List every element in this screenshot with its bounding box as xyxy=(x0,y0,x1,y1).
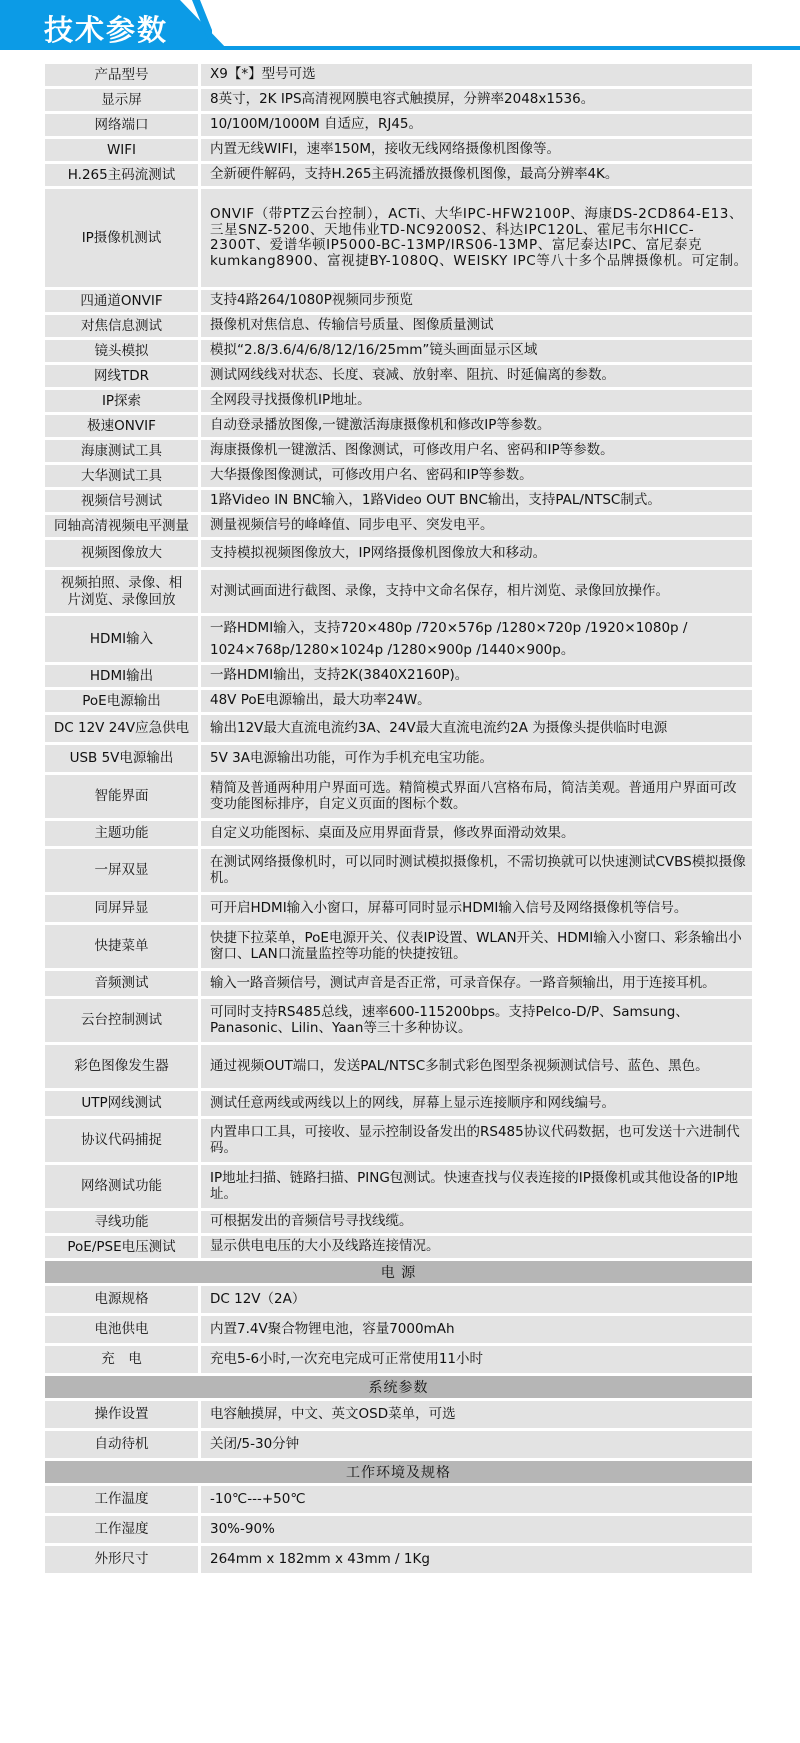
spec-row xyxy=(45,999,752,1042)
spec-label: 工作温度 xyxy=(45,1486,198,1513)
spec-row xyxy=(45,1119,752,1162)
spec-table xyxy=(45,64,752,1573)
spec-value: 摄像机对焦信息、传输信号质量、图像质量测试 xyxy=(201,315,752,337)
spec-row xyxy=(45,1045,752,1088)
spec-value: 内置7.4V聚合物锂电池，容量7000mAh xyxy=(201,1316,752,1343)
spec-value: 支持4路264/1080P视频同步预览 xyxy=(201,290,752,312)
spec-row xyxy=(45,490,752,512)
spec-label: 协议代码捕捉 xyxy=(45,1119,198,1162)
spec-value: ONVIF（带PTZ云台控制），ACTi、大华IPC-HFW2100P、海康DS-2CD864-E13、三星SNZ-5200、天地伟业TD-NC9200S2、科达IPC120L、霍尼韦尔HICC-2300T、爱谱华顿IP5000-BC-13MP/IRS06-13MP、富尼泰达IPC、富尼泰克kumkang8900、富视捷BY-1080Q、WEISKY IPC等八十多个品牌摄像机。可定制。 xyxy=(201,189,752,287)
spec-value: 5V 3A电源输出功能，可作为手机充电宝功能。 xyxy=(201,745,752,772)
spec-row xyxy=(45,64,752,86)
spec-row xyxy=(45,849,752,892)
spec-label: 音频测试 xyxy=(45,971,198,996)
spec-value: 关闭/5-30分钟 xyxy=(201,1431,752,1458)
spec-label: 智能界面 xyxy=(45,775,198,818)
spec-label: 外形尺寸 xyxy=(45,1546,198,1573)
spec-label: 充 电 xyxy=(45,1346,198,1373)
spec-label: 海康测试工具 xyxy=(45,440,198,462)
spec-row xyxy=(45,745,752,772)
spec-row xyxy=(45,690,752,712)
page-header xyxy=(0,0,800,54)
spec-value: 大华摄像图像测试，可修改用户名、密码和IP等参数。 xyxy=(201,465,752,487)
spec-row xyxy=(45,1431,752,1458)
spec-value: 输出12V最大直流电流约3A、24V最大直流电流约2A 为摄像头提供临时电源 xyxy=(201,715,752,742)
spec-label: WIFI xyxy=(45,139,198,161)
spec-row xyxy=(45,1546,752,1573)
spec-label: 一屏双显 xyxy=(45,849,198,892)
spec-value: IP地址扫描、链路扫描、PING包测试。快速查找与仪表连接的IP摄像机或其他设备的IP地址。 xyxy=(201,1165,752,1208)
spec-value: DC 12V（2A） xyxy=(201,1286,752,1313)
section-heading-system: 系统参数 xyxy=(45,1376,752,1398)
spec-value: 海康摄像机一键激活、图像测试，可修改用户名、密码和IP等参数。 xyxy=(201,440,752,462)
spec-value: 可同时支持RS485总线，速率600-115200bps。支持Pelco-D/P、Samsung、Panasonic、Lilin、Yaan等三十多种协议。 xyxy=(201,999,752,1042)
spec-label: 极速ONVIF xyxy=(45,415,198,437)
spec-value: 10/100M/1000M 自适应，RJ45。 xyxy=(201,114,752,136)
spec-row xyxy=(45,89,752,111)
spec-label: 四通道ONVIF xyxy=(45,290,198,312)
spec-label: 电源规格 xyxy=(45,1286,198,1313)
spec-row xyxy=(45,365,752,387)
spec-label: IP探索 xyxy=(45,390,198,412)
spec-label: 显示屏 xyxy=(45,89,198,111)
spec-label: 操作设置 xyxy=(45,1401,198,1428)
spec-label: 同屏异显 xyxy=(45,895,198,922)
spec-label: 对焦信息测试 xyxy=(45,315,198,337)
spec-row xyxy=(45,515,752,537)
spec-label: 寻线功能 xyxy=(45,1211,198,1233)
spec-value: 快捷下拉菜单，PoE电源开关、仪表IP设置、WLAN开关、HDMI输入小窗口、彩条输出小窗口、LAN口流量监控等功能的快捷按钮。 xyxy=(201,925,752,968)
spec-row xyxy=(45,1401,752,1428)
spec-value: 48V PoE电源输出，最大功率24W。 xyxy=(201,690,752,712)
spec-value: 内置串口工具，可接收、显示控制设备发出的RS485协议代码数据，也可发送十六进制代码。 xyxy=(201,1119,752,1162)
spec-value: 在测试网络摄像机时，可以同时测试模拟摄像机，不需切换就可以快速测试CVBS模拟摄像机。 xyxy=(201,849,752,892)
spec-value: 264mm x 182mm x 43mm / 1Kg xyxy=(201,1546,752,1573)
spec-label: 视频信号测试 xyxy=(45,490,198,512)
spec-value: 精简及普通两种用户界面可选。精简模式界面八宫格布局，简洁美观。普通用户界面可改变功能图标排序，自定义页面的图标个数。 xyxy=(201,775,752,818)
spec-value: X9【*】型号可选 xyxy=(201,64,752,86)
spec-label: 快捷菜单 xyxy=(45,925,198,968)
spec-label: PoE电源输出 xyxy=(45,690,198,712)
spec-row xyxy=(45,415,752,437)
spec-label: DC 12V 24V应急供电 xyxy=(45,715,198,742)
spec-row xyxy=(45,139,752,161)
spec-value: 可根据发出的音频信号寻找线缆。 xyxy=(201,1211,752,1233)
spec-row xyxy=(45,1211,752,1233)
spec-label: 云台控制测试 xyxy=(45,999,198,1042)
spec-value: 显示供电电压的大小及线路连接情况。 xyxy=(201,1236,752,1258)
spec-value: 通过视频OUT端口，发送PAL/NTSC多制式彩色图型条视频测试信号、蓝色、黑色。 xyxy=(201,1045,752,1088)
spec-value: 支持模拟视频图像放大，IP网络摄像机图像放大和移动。 xyxy=(201,540,752,567)
spec-value: 一路HDMI输入，支持720×480p /720×576p /1280×720p /1920×1080p / 1024×768p/1280×1024p /1280×900p /1440×900p。 xyxy=(201,616,752,662)
spec-row xyxy=(45,616,752,662)
spec-row xyxy=(45,1236,752,1258)
spec-row xyxy=(45,1165,752,1208)
spec-row xyxy=(45,1346,752,1373)
spec-label: 电池供电 xyxy=(45,1316,198,1343)
spec-row xyxy=(45,1316,752,1343)
spec-value: 测量视频信号的峰峰值、同步电平、突发电平。 xyxy=(201,515,752,537)
spec-row xyxy=(45,290,752,312)
spec-value: 8英寸，2K IPS高清视网膜电容式触摸屏，分辨率2048x1536。 xyxy=(201,89,752,111)
spec-value: 自定义功能图标、桌面及应用界面背景，修改界面滑动效果。 xyxy=(201,821,752,846)
spec-row xyxy=(45,665,752,687)
spec-row xyxy=(45,715,752,742)
spec-value: 可开启HDMI输入小窗口，屏幕可同时显示HDMI输入信号及网络摄像机等信号。 xyxy=(201,895,752,922)
spec-label: 网络端口 xyxy=(45,114,198,136)
spec-value: 测试网线线对状态、长度、衰减、放射率、阻抗、时延偏离的参数。 xyxy=(201,365,752,387)
spec-row xyxy=(45,114,752,136)
spec-label: UTP网线测试 xyxy=(45,1091,198,1116)
spec-value: 测试任意两线或两线以上的网线，屏幕上显示连接顺序和网线编号。 xyxy=(201,1091,752,1116)
spec-label: PoE/PSE电压测试 xyxy=(45,1236,198,1258)
spec-row xyxy=(45,775,752,818)
spec-row xyxy=(45,1286,752,1313)
spec-row xyxy=(45,540,752,567)
spec-value: 全新硬件解码，支持H.265主码流播放摄像机图像，最高分辨率4K。 xyxy=(201,164,752,186)
spec-label: 视频图像放大 xyxy=(45,540,198,567)
spec-value: 充电5-6小时,一次充电完成可正常使用11小时 xyxy=(201,1346,752,1373)
spec-row xyxy=(45,390,752,412)
spec-value: 输入一路音频信号，测试声音是否正常，可录音保存。一路音频输出，用于连接耳机。 xyxy=(201,971,752,996)
spec-value: 全网段寻找摄像机IP地址。 xyxy=(201,390,752,412)
spec-value: 模拟“2.8/3.6/4/6/8/12/16/25mm”镜头画面显示区域 xyxy=(201,340,752,362)
section-heading-environment: 工作环境及规格 xyxy=(45,1461,752,1483)
section-heading-power: 电 源 xyxy=(45,1261,752,1283)
page-title: 技术参数 xyxy=(44,13,169,47)
spec-value: 自动登录播放图像,一键激活海康摄像机和修改IP等参数。 xyxy=(201,415,752,437)
spec-row xyxy=(45,315,752,337)
spec-label: H.265主码流测试 xyxy=(45,164,198,186)
spec-label: IP摄像机测试 xyxy=(45,189,198,287)
spec-row xyxy=(45,189,752,287)
spec-row xyxy=(45,1516,752,1543)
spec-value: 电容触摸屏，中文、英文OSD菜单，可选 xyxy=(201,1401,752,1428)
spec-label: HDMI输入 xyxy=(45,616,198,662)
spec-row xyxy=(45,925,752,968)
spec-value: -10℃---+50℃ xyxy=(201,1486,752,1513)
spec-label: 网络测试功能 xyxy=(45,1165,198,1208)
spec-label: 彩色图像发生器 xyxy=(45,1045,198,1088)
spec-value: 内置无线WIFI，速率150M，接收无线网络摄像机图像等。 xyxy=(201,139,752,161)
spec-row xyxy=(45,440,752,462)
spec-row xyxy=(45,1091,752,1116)
spec-row xyxy=(45,465,752,487)
spec-label: 网线TDR xyxy=(45,365,198,387)
spec-value: 30%-90% xyxy=(201,1516,752,1543)
spec-label: 主题功能 xyxy=(45,821,198,846)
spec-label: 大华测试工具 xyxy=(45,465,198,487)
spec-label: 自动待机 xyxy=(45,1431,198,1458)
spec-label: 产品型号 xyxy=(45,64,198,86)
spec-label: 视频拍照、录像、相片浏览、录像回放 xyxy=(45,570,198,613)
spec-row xyxy=(45,821,752,846)
spec-value: 对测试画面进行截图、录像，支持中文命名保存，相片浏览、录像回放操作。 xyxy=(201,570,752,613)
spec-row xyxy=(45,164,752,186)
spec-row xyxy=(45,340,752,362)
spec-label: USB 5V电源输出 xyxy=(45,745,198,772)
spec-row xyxy=(45,570,752,613)
spec-row xyxy=(45,895,752,922)
spec-value: 1路Video IN BNC输入，1路Video OUT BNC输出，支持PAL/NTSC制式。 xyxy=(201,490,752,512)
spec-label: 镜头模拟 xyxy=(45,340,198,362)
header-underline xyxy=(214,46,800,50)
spec-label: HDMI输出 xyxy=(45,665,198,687)
spec-row xyxy=(45,1486,752,1513)
spec-label: 工作湿度 xyxy=(45,1516,198,1543)
spec-value: 一路HDMI输出，支持2K(3840X2160P)。 xyxy=(201,665,752,687)
spec-row xyxy=(45,971,752,996)
spec-label: 同轴高清视频电平测量 xyxy=(45,515,198,537)
